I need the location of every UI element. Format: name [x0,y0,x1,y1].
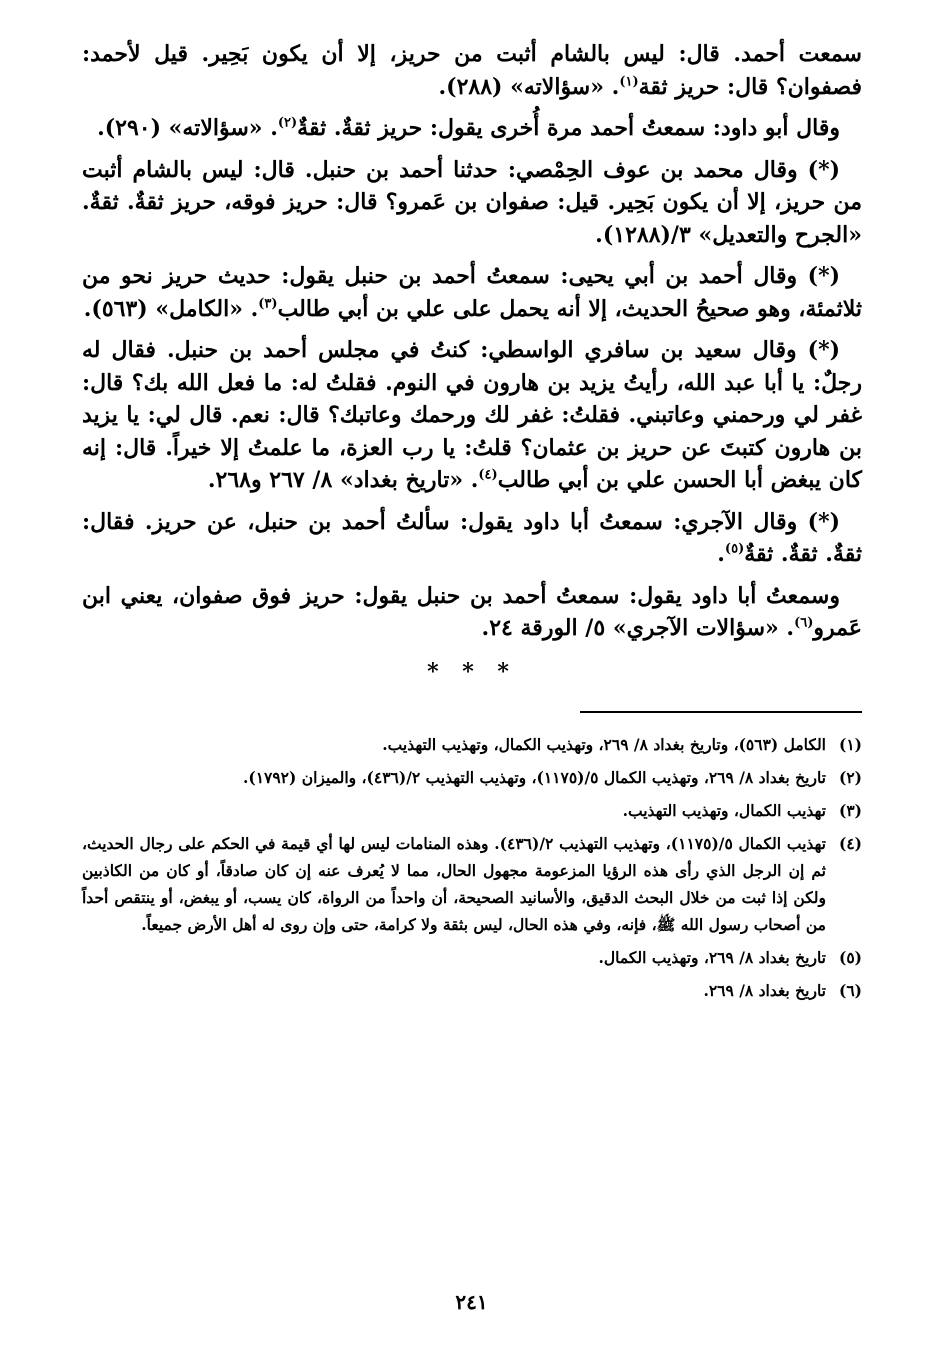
paragraph-text: وقال أبو داود: سمعتُ أحمد مرة أُخرى يقول: حريز ثقةٌ. ثقةٌ [297,115,840,141]
paragraph-text: (*) وقال محمد بن عوف الحِمْصي: حدثنا أحمد بن حنبل. قال: ليس بالشام أثبت من حريز، إلا أن يكون بَحِير. قيل: صفوان بن عَمرو؟ قال: حريز فوقه، حريز ثقةٌ. ثقةٌ. «الجرح والتعديل» ٣/(١٢٨٨). [82,156,862,248]
footnote-ref[interactable]: (٤) [478,467,498,483]
paragraph-text: . «تاريخ بغداد» ٨/ ٢٦٧ و٢٦٨. [207,467,479,493]
paragraph-p7 [82,580,862,645]
paragraph-p1 [82,38,862,103]
paragraph-p2 [82,112,862,145]
footnote [82,830,862,938]
paragraph-text: (*) وقال أحمد بن أبي يحيى: سمعتُ أحمد بن حنبل يقول: حديث حريز نحو من ثلاثمئة، وهو صحيحُ الحديث، إلا أنه يحمل على علي بن أبي طالب [82,263,862,322]
footnote-divider [580,711,862,713]
paragraph-p3 [82,154,862,252]
main-text [82,38,862,645]
footnote [82,731,862,758]
footnote-ref[interactable]: (٥) [724,541,745,557]
footnote-ref[interactable]: (٣) [258,296,278,312]
paragraph-text: . «سؤالاته» (٢٨٨). [438,73,620,100]
footnote-text: تهذيب الكمال، وتهذيب التهذيب. [622,800,826,820]
footnote [82,977,862,1004]
paragraph-text: وسمعتُ أبا داود يقول: سمعتُ أحمد بن حنبل يقول: حريز فوق صفوان، يعني ابن عَمرو [82,582,862,641]
footnote-number: (٢) [838,767,862,787]
footnote-text: الكامل (٥٦٣)، وتاريخ بغداد ٨/ ٢٦٩، وتهذيب الكمال، وتهذيب التهذيب. [382,734,826,754]
footnote [82,797,862,824]
footnote-ref[interactable]: (٢) [277,115,298,131]
footnote-ref[interactable]: (١) [619,74,639,90]
footnote-text: تهذيب الكمال ٥/(١١٧٥)، وتهذيب التهذيب ٢/(٤٣٦). وهذه المنامات ليس لها أي قيمة في الحكم على رجال الحديث، ثم إن الرجل الذي رأى هذه الرؤيا المزعومة مجهول الحال، مما لا يُعرف عنه إن كان صادقاً، أو كان من الكاذبين ولكن إذا ثبت من خلال البحث الدقيق، والأسانيد الصحيحة، أن واحداً من الرواة، كان يسب، أو يبغض، أو ينتقص أحداً من أصحاب رسول الله ﷺ، فإنه، وفي هذه الحال، ليس بثقة ولا كرامة، حتى وإن روى له أهل الأرض جميعاً. [82,833,826,934]
paragraph-text: . «الكامل» (٥٦٣). [83,295,259,322]
section-separator: * * * [427,658,517,685]
footnote-ref[interactable]: (٦) [794,615,814,631]
footnote [82,944,862,971]
footnote-number: (٣) [838,800,862,820]
paragraph-p5 [82,334,862,497]
paragraph-text: . [717,541,725,567]
footnote-text: تاريخ بغداد ٨/ ٢٦٩. [703,980,826,1000]
footnote-number: (٦) [838,980,862,1000]
footnote-text: تاريخ بغداد ٨/ ٢٦٩، وتهذيب الكمال. [598,947,826,967]
paragraph-text: . «سؤالات الآجري» ٥/ الورقة ٢٤. [481,615,795,641]
paragraph-p6 [82,506,862,571]
page-number: ٢٤١ [455,1290,488,1314]
paragraph-text: (*) وقال سعيد بن سافري الواسطي: كنتُ في مجلس أحمد بن حنبل. فقال له رجلٌ: يا أبا عبد الله، رأيتُ يزيد بن هارون في النوم. فقلتُ له: ما فعل الله بك؟ قال: غفر لي ورحمني وعاتبني. فقلتُ: غفر لك ورحمك وعاتبك؟ قال: نعم. قال لي: يا يزيد بن هارون كتبتَ عن حريز بن عثمان؟ قلتُ: يا رب العزة، ما علمتُ إلا خيراً. قال: إنه كان يبغض أبا الحسن علي بن أبي طالب [82,337,862,493]
footnote-text: تاريخ بغداد ٨/ ٢٦٩، وتهذيب الكمال ٥/(١١٧٥)، وتهذيب التهذيب ٢/(٤٣٦)، والميزان (١٧٩٢). [242,767,826,787]
paragraph-text: . «سؤالاته» (٢٩٠). [97,115,278,141]
paragraph-text: (*) وقال الآجري: سمعتُ أبا داود يقول: سألتُ أحمد بن حنبل، عن حريز. فقال: ثقةٌ. ثقةٌ. ثقةٌ [82,508,862,567]
page-content [82,38,862,1010]
footnote-number: (٥) [838,947,862,967]
footnote-number: (١) [838,734,862,754]
footnote-number: (٤) [838,833,862,853]
footnote [82,764,862,791]
paragraph-p4 [82,260,862,325]
footnotes [82,731,862,1004]
paragraph-text: سمعت أحمد. قال: ليس بالشام أثبت من حريز، إلا أن يكون بَحِير. قيل لأحمد: فصفوان؟ قال: حريز ثقة [82,41,862,100]
